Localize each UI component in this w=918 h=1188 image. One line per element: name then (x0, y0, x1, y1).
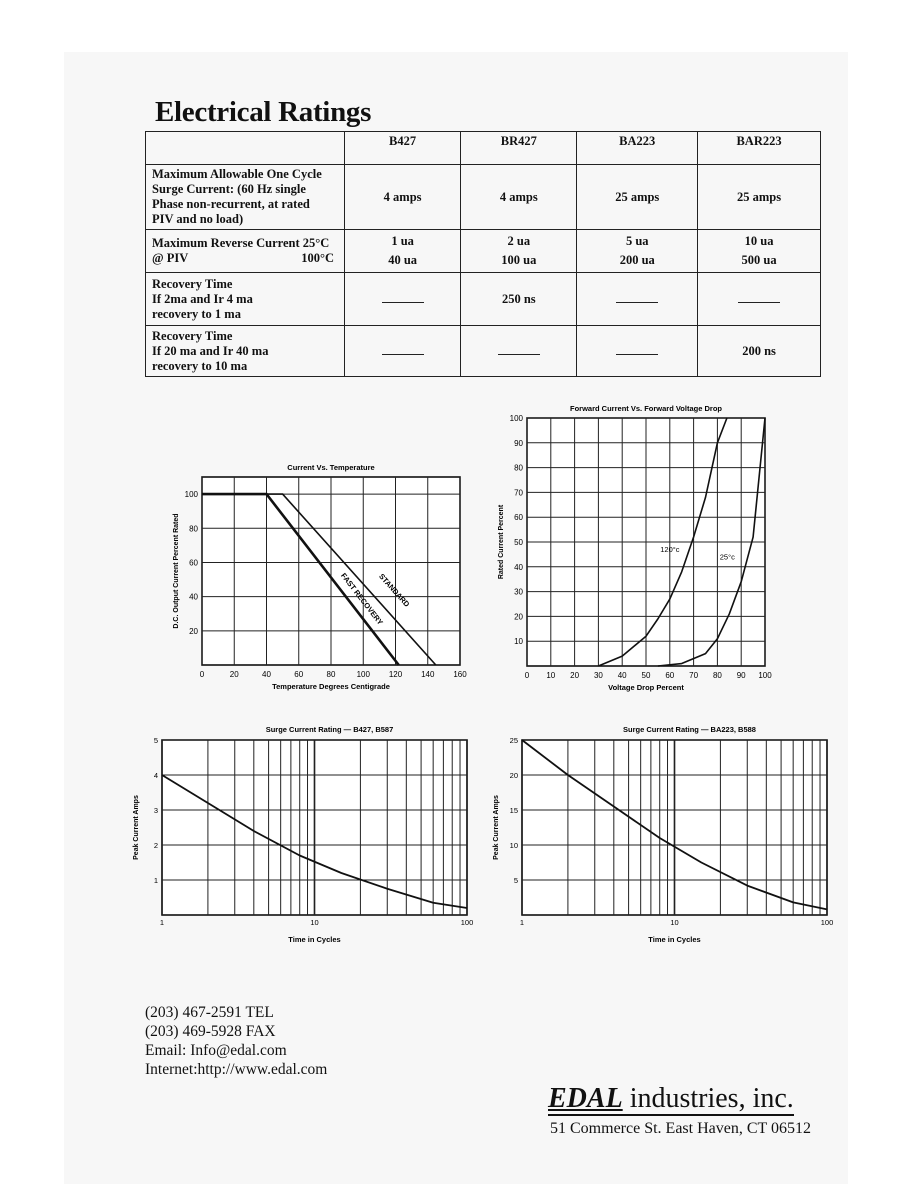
table-corner-cell (146, 132, 345, 165)
y-axis-label: D.C. Output Current Percent Rated (173, 513, 180, 629)
series-label-25c: 25°c (719, 552, 735, 562)
chart-title: Surge Current Rating — BA223, B588 (623, 725, 756, 734)
value-100c: 100 ua (501, 253, 537, 267)
table-cell (577, 230, 698, 273)
x-tick-label: 70 (689, 671, 699, 680)
y-tick-label: 20 (189, 626, 198, 636)
email-address: Email: Info@edal.com (145, 1042, 287, 1059)
y-tick-label: 40 (189, 592, 198, 602)
x-tick-label: 90 (736, 671, 746, 680)
x-tick-label: 0 (199, 670, 205, 679)
x-tick-label: 10 (670, 918, 679, 927)
empty-value-dash (616, 302, 658, 303)
y-tick-label: 60 (189, 558, 198, 568)
row-label-line: recovery to 1 ma (152, 306, 241, 321)
empty-value-dash (498, 354, 540, 355)
table-cell: 4 amps (461, 165, 577, 230)
table-cell (345, 273, 461, 326)
x-tick-label: 160 (453, 670, 467, 679)
x-tick-label: 40 (617, 671, 627, 680)
x-tick-label: 10 (546, 671, 556, 680)
y-axis-label: Peak Current Amps (133, 795, 140, 860)
x-tick-label: 140 (421, 670, 435, 679)
value-100c: 200 ua (619, 253, 655, 267)
electrical-ratings-table (145, 131, 821, 377)
table-row (146, 230, 821, 273)
table-cell (577, 273, 698, 326)
company-address: 51 Commerce St. East Haven, CT 06512 (550, 1120, 811, 1137)
empty-value-dash (616, 354, 658, 355)
chart-title: Current Vs. Temperature (287, 463, 375, 472)
y-tick-label: 80 (189, 524, 198, 534)
table-cell (461, 326, 577, 377)
table-row (146, 326, 821, 377)
surge-current-b427-chart (125, 718, 485, 948)
fax-number: (203) 469-5928 FAX (145, 1023, 276, 1040)
column-header: B427 (345, 132, 461, 165)
company-name-edal: EDAL (548, 1083, 623, 1114)
y-tick-label: 30 (514, 587, 523, 597)
x-tick-label: 30 (593, 671, 603, 680)
table-cell (345, 230, 461, 273)
value-25c: 10 ua (744, 234, 774, 248)
table-cell (698, 273, 821, 326)
company-logo-text (548, 1084, 794, 1116)
x-tick-label: 0 (524, 671, 530, 680)
row-label-line: Phase non-recurrent, at rated (152, 197, 310, 211)
value-25c: 5 ua (625, 234, 649, 248)
row-label-line: If 20 ma and Ir 40 ma (152, 343, 269, 358)
x-tick-label: 100 (460, 918, 474, 927)
x-tick-label: 20 (570, 671, 580, 680)
empty-value-dash (382, 302, 424, 303)
column-header: BA223 (577, 132, 698, 165)
row-label-line: Maximum Reverse Current 25°C (152, 236, 330, 250)
y-tick-label: 10 (514, 637, 523, 647)
y-tick-label: 5 (153, 736, 158, 745)
table-cell: 4 amps (345, 165, 461, 230)
x-tick-label: 20 (229, 670, 239, 679)
x-tick-label: 80 (712, 671, 722, 680)
x-tick-label: 100 (820, 918, 834, 927)
y-tick-label: 25 (509, 736, 518, 745)
website-url: Internet:http://www.edal.com (145, 1061, 328, 1078)
row-label-line: Recovery Time (152, 328, 233, 343)
row-label (146, 230, 345, 273)
x-axis-label: Time in Cycles (288, 935, 341, 944)
x-tick-label: 1 (519, 918, 525, 927)
empty-value-dash (738, 302, 780, 303)
series-label-120c: 120°c (660, 544, 680, 554)
y-tick-label: 100 (184, 490, 198, 500)
row-label (146, 326, 345, 377)
x-tick-label: 40 (262, 670, 271, 679)
y-tick-label: 4 (153, 771, 158, 780)
x-tick-label: 120 (388, 670, 403, 679)
value-25c: 2 ua (507, 234, 531, 248)
row-label (146, 273, 345, 326)
value-100c: 40 ua (388, 253, 418, 267)
chart-title: Forward Current Vs. Forward Voltage Drop (570, 404, 722, 413)
table-header-row (146, 132, 821, 165)
table-cell (698, 230, 821, 273)
table-row (146, 273, 821, 326)
x-tick-label: 1 (159, 918, 165, 927)
y-axis-label: Rated Current Percent (498, 504, 505, 580)
row-label (146, 165, 345, 230)
y-tick-label: 5 (513, 876, 518, 885)
row-label-line: PIV and no load) (152, 212, 244, 226)
row-label-line: Recovery Time (152, 276, 233, 291)
table-cell: 200 ns (698, 326, 821, 377)
x-tick-label: 60 (665, 671, 675, 680)
y-tick-label: 2 (153, 841, 158, 850)
table-row (146, 165, 821, 230)
y-tick-label: 80 (514, 463, 523, 473)
chart-title: Surge Current Rating — B427, B587 (265, 725, 394, 734)
y-tick-label: 60 (514, 513, 523, 523)
contact-block (145, 1003, 327, 1079)
x-tick-label: 100 (356, 670, 370, 679)
y-tick-label: 15 (509, 806, 518, 815)
forward-current-vs-voltage-chart (490, 398, 780, 698)
y-tick-label: 20 (514, 612, 523, 622)
y-tick-label: 20 (509, 771, 518, 780)
row-label-line: Surge Current: (60 Hz single (152, 182, 306, 196)
column-header: BR427 (461, 132, 577, 165)
x-axis-label: Temperature Degrees Centigrade (272, 682, 390, 691)
page-title: Electrical Ratings (155, 96, 372, 128)
series-label-standard: STANDARD (377, 571, 412, 609)
table-cell (345, 326, 461, 377)
y-tick-label: 70 (514, 488, 523, 498)
column-header: BAR223 (698, 132, 821, 165)
y-tick-label: 1 (153, 876, 158, 885)
row-label-line: @ PIV (152, 251, 189, 265)
y-axis-label: Peak Current Amps (493, 795, 500, 860)
x-tick-label: 50 (641, 671, 651, 680)
y-tick-label: 10 (509, 841, 518, 850)
x-tick-label: 80 (326, 670, 336, 679)
y-tick-label: 100 (509, 414, 523, 423)
row-label-line: Maximum Allowable One Cycle (152, 167, 322, 181)
table-cell (461, 230, 577, 273)
empty-value-dash (382, 354, 424, 355)
table-cell: 25 amps (577, 165, 698, 230)
y-tick-label: 90 (514, 438, 523, 448)
table-cell: 25 amps (698, 165, 821, 230)
surge-current-ba223-chart (485, 718, 840, 948)
row-label-line: 100°C (301, 251, 334, 265)
x-axis-label: Time in Cycles (648, 935, 701, 944)
company-name-rest: industries, inc. (622, 1083, 794, 1114)
phone-number: (203) 467-2591 TEL (145, 1004, 274, 1021)
value-100c: 500 ua (741, 253, 777, 267)
x-tick-label: 10 (310, 918, 319, 927)
x-tick-label: 100 (758, 671, 772, 680)
y-tick-label: 3 (153, 806, 158, 815)
table-cell (577, 326, 698, 377)
table-cell: 250 ns (461, 273, 577, 326)
y-tick-label: 40 (514, 562, 523, 572)
y-tick-label: 50 (514, 538, 523, 547)
x-axis-label: Voltage Drop Percent (608, 683, 684, 692)
current-vs-temperature-chart (150, 455, 480, 700)
x-tick-label: 60 (294, 670, 304, 679)
row-label-line: If 2ma and Ir 4 ma (152, 291, 253, 306)
series-label-fast-recovery: FAST RECOVERY (339, 571, 385, 627)
row-label-line: recovery to 10 ma (152, 358, 248, 373)
value-25c: 1 ua (391, 234, 414, 248)
row-label-line-group (152, 251, 338, 266)
